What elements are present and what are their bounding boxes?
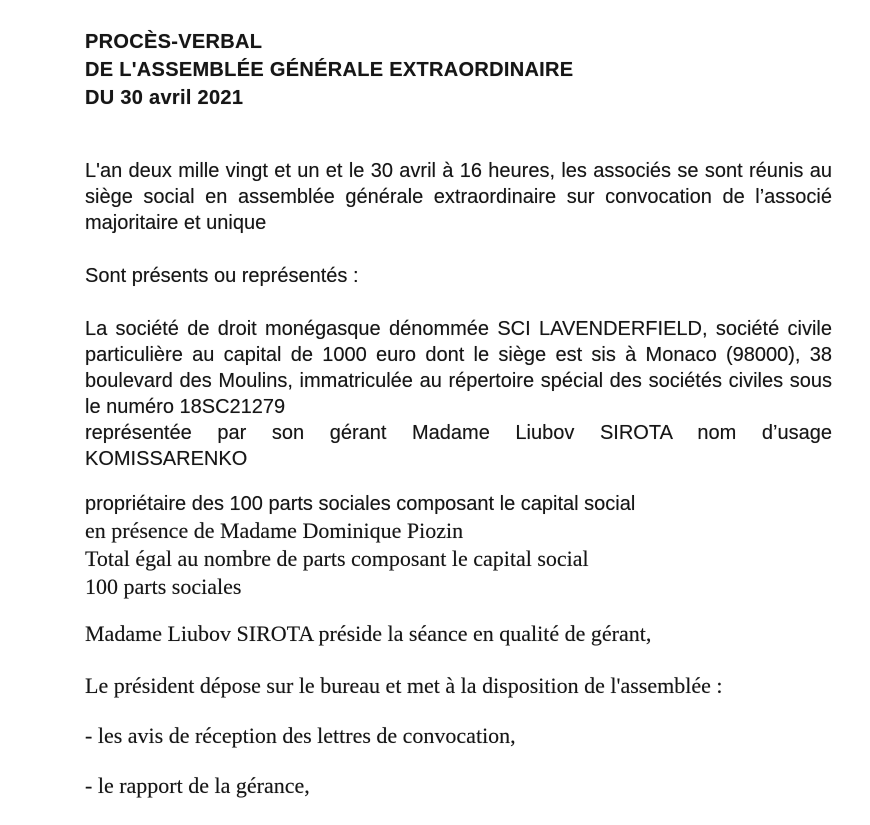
paragraph-representative: représentée par son gérant Madame Liubov SIROTA nom d’usage KOMISSARENKO — [85, 422, 832, 470]
line-president: Madame Liubov SIROTA préside la séance en qualité de gérant, — [85, 621, 652, 646]
title-line-2: DE L'ASSEMBLÉE GÉNÉRALE EXTRAORDINAIRE — [85, 59, 574, 81]
document-title — [85, 28, 832, 112]
line-presence: en présence de Madame Dominique Piozin — [85, 518, 464, 543]
list-item-receipts: - les avis de réception des lettres de convocation, — [85, 723, 516, 748]
paragraph-ownership: propriétaire des 100 parts sociales composant le capital social — [85, 493, 636, 515]
title-line-3: DU 30 avril 2021 — [85, 87, 244, 109]
paragraph-company: La société de droit monégasque dénommée SCI LAVENDERFIELD, société civile particulière au capital de 1000 euro dont le siège est sis à Monaco (98000), 38 boulevard des Moulins, immatriculée au répertoire spécial des sociétés civiles sous le numéro 18SC21279 — [85, 318, 832, 418]
line-shares: 100 parts sociales — [85, 574, 242, 599]
list-item-report: - le rapport de la gérance, — [85, 773, 310, 798]
title-line-1: PROCÈS-VERBAL — [85, 31, 263, 53]
line-total: Total égal au nombre de parts composant le capital social — [85, 546, 589, 571]
paragraph-deposits-intro: Le président dépose sur le bureau et met à la disposition de l'assemblée : — [85, 673, 723, 698]
paragraph-opening: L'an deux mille vingt et un et le 30 avril à 16 heures, les associés se sont réunis au siège social en assemblée générale extraordinaire sur convocation de l’associé majoritaire et unique — [85, 160, 832, 234]
paragraph-attendees-intro: Sont présents ou représentés : — [85, 265, 359, 287]
